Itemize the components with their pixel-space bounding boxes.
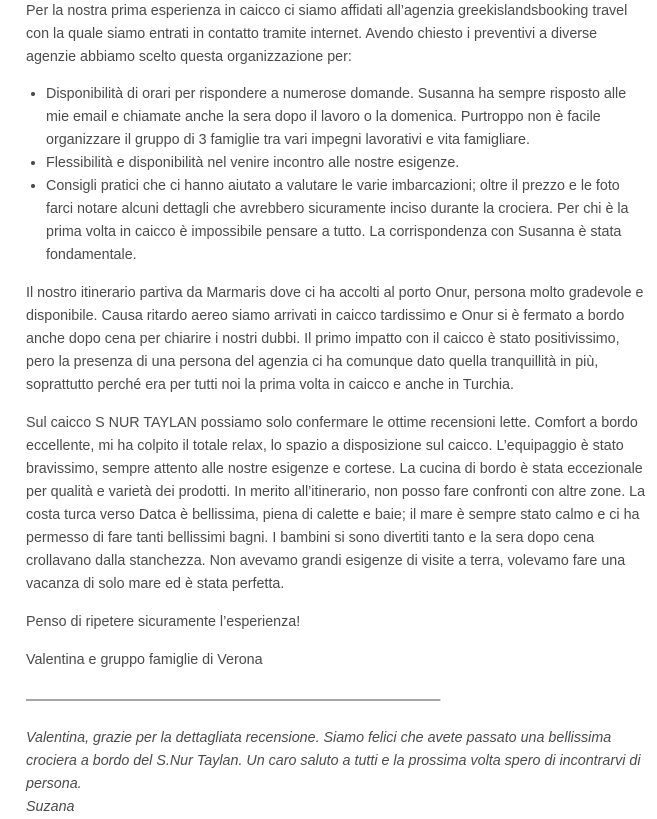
signature: Valentina e gruppo famiglie di Verona [26, 652, 263, 668]
intro-paragraph: Per la nostra prima esperienza in caicco ci siamo affidati all’agenzia greekislandsbooking travel con la quale siamo entrati in contatto tramite internet. Avendo chiesto i preventivi a diverse agenzie abbiamo scelto questa organizzazione per: [26, 3, 628, 65]
list-item: • Consigli pratici che ci hanno aiutato a valutare le varie imbarcazioni; oltre il prezzo e le foto farci notare alcuni dettagli che avrebbero sicuramente inciso durante la crociera. Per chi è la prima volta in caicco è impossibile pensare a tutto. La corrispondenza con Susanna è stata fondamentale. [46, 175, 647, 267]
list-item: • Flessibilità e disponibilità nel venire incontro alle nostre esigenze. [46, 152, 647, 175]
closing-paragraph: Penso di ripetere sicuramente l’esperienza! [26, 614, 301, 630]
itinerary-paragraph: Il nostro itinerario partiva da Marmaris dove ci ha accolti al porto Onur, persona molto gradevole e disponibile. Causa ritardo aereo siamo arrivati in caicco tardissimo e Onur si è fermato a bordo anche dopo cena per chiarire i nostri dubbi. Il primo impatto con il caicco è stato positivissimo, pero la presenza di una persona del agenzia ci ha comunque dato quella tranquillità in più, soprattutto perché era per tutti noi la prima volta in caicco e anche in Turchia. [26, 285, 644, 393]
boat-paragraph: Sul caicco S NUR TAYLAN possiamo solo confermare le ottime recensioni lette. Comfort a bordo eccellente, mi ha colpito il totale relax, lo spazio a disposizione sul caicco. L’equipaggio è stato bravissimo, sempre attento alle nostre esigenze e cortese. La cucina di bordo è stata eccezionale per qualità e varietà dei prodotti. In merito all’itinerario, non posso fare confronti con altre zone. La costa turca verso Datca è bellissima, piena di calette e baie; il mare è sempre stato calmo e ci ha permesso di fare tanti bellissimi bagni. I bambini si sono divertiti tanto e la sera dopo cena crollavano dalla stanchezza. Non avevamo grandi esigenze di visite a terra, volevamo fare una vacanza di solo mare ed è stata perfetta. [26, 415, 646, 592]
reply-author: Suzana [26, 799, 75, 815]
list-item: • Disponibilità di orari per rispondere a numerose domande. Susanna ha sempre risposto alle mie email e chiamate anche la sera dopo il lavoro o la domenica. Purtroppo non è facile organizzare il gruppo di 3 famiglie tra vari impegni lavorativi e vita famigliare. [46, 83, 647, 152]
reasons-list [26, 83, 647, 267]
reply-text: Valentina, grazie per la dettagliata recensione. Siamo felici che avete passato una bellissima crociera a bordo del S.Nur Taylan. Un caro saluto a tutti e la prossima volta spero di incontrarvi di persona. [26, 730, 641, 792]
agency-reply [26, 727, 647, 819]
separator-line: —————————————————————————————— [26, 692, 440, 708]
